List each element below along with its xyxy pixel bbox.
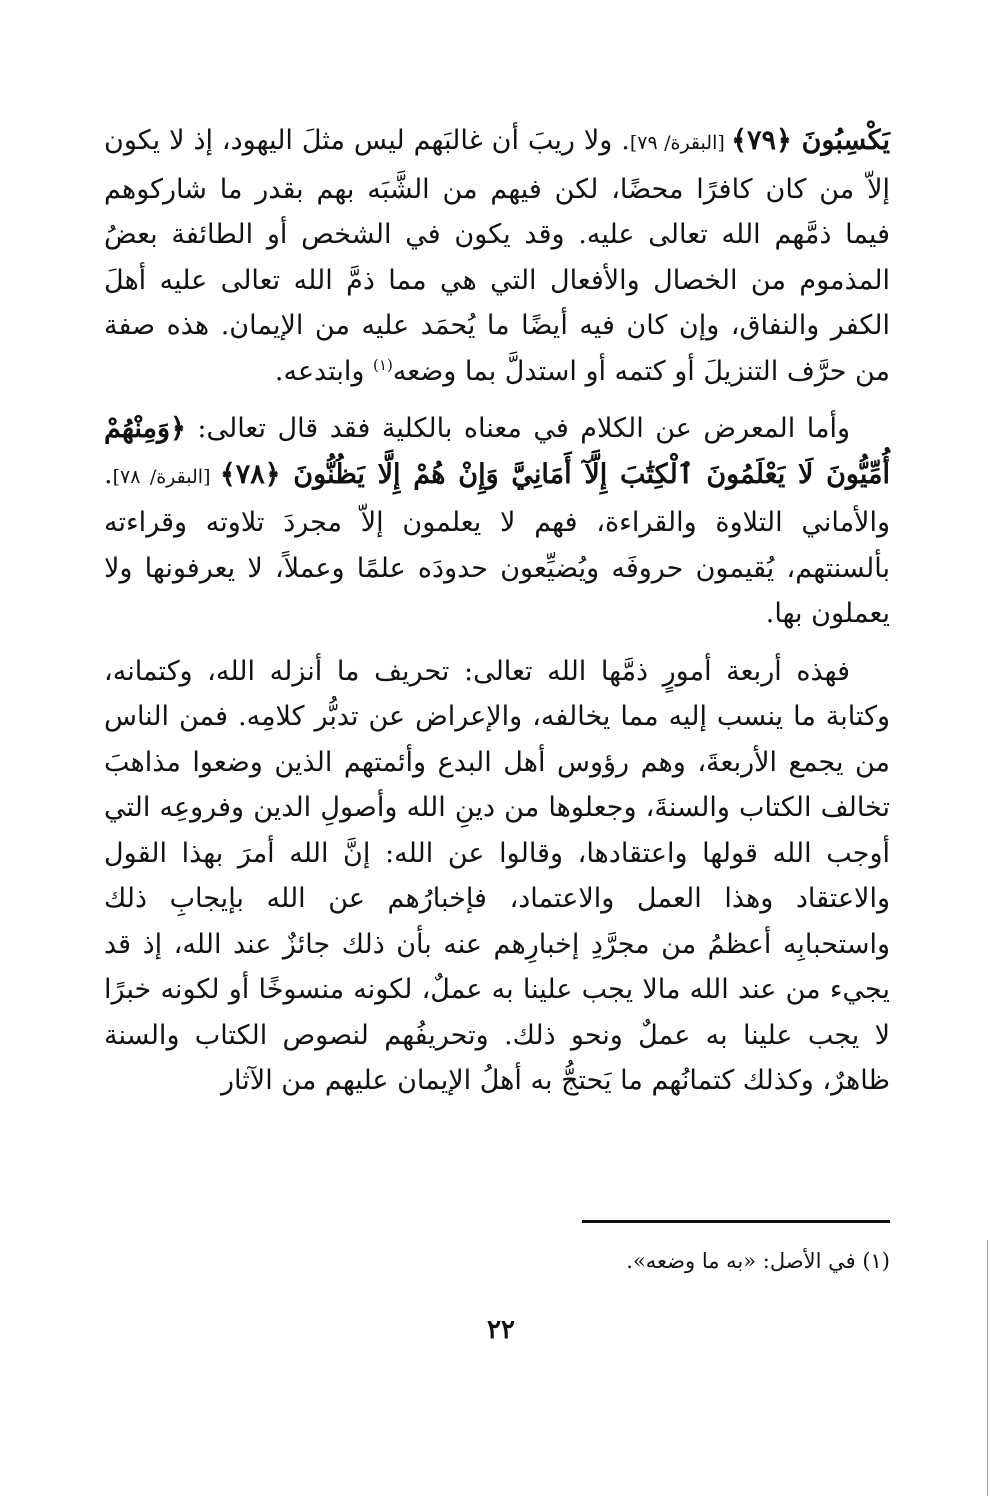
footnote-number: (١): [862, 1249, 890, 1273]
main-text-block: [104, 118, 890, 1104]
page-number: ٢٢: [487, 1315, 515, 1345]
paragraph-text: . ولا ريبَ أن غالبَهم ليس مثلَ اليهود، إذ لا يكون إلاّ من كان كافرًا محضًا، لكن فيهم من الشَّبَه بهم بقدر ما شاركوهم فيما ذمَّهم الله تعالى عليه. وقد يكون في الشخص أو الطائفة بعضُ المذموم من الخصال والأفعال التي هي مما ذمَّ الله تعالى عليه أهلَ الكفر والنفاق، وإن كان فيه أيضًا ما يُحمَد عليه من الإيمان. هذه صفة من حرَّف التنزيلَ أو كتمه أو استدلَّ بما وضعه: [104, 125, 890, 387]
verse-reference: [البقرة/ ٧٨]: [112, 465, 220, 488]
paragraph-2: [104, 406, 890, 637]
paragraph-text-end: وابتدعه.: [274, 355, 374, 387]
scan-margin-line: [987, 1240, 988, 1496]
footnote-text: في الأصل: «به ما وضعه».: [626, 1249, 856, 1273]
footnote: [626, 1246, 890, 1276]
quran-verse-fragment: يَكْسِبُونَ ﴿٧٩﴾: [731, 125, 891, 156]
paragraph-1: [104, 118, 890, 394]
paragraph-3: [104, 649, 890, 1104]
footnote-marker: (١): [373, 355, 393, 374]
verse-reference: [البقرة/ ٧٩]: [629, 132, 732, 154]
paragraph-text: فهذه أربعة أمورٍ ذمَّها الله تعالى: تحريف ما أنزله الله، وكتمانه، وكتابة ما ينسب إليه مما يخالفه، والإعراض عن تدبُّر كلامِه. فمن الناس من يجمع الأربعةَ، وهم رؤوس أهل البدع وأئمتهم الذين وضعوا مذاهبَ تخالف الكتاب والسنةَ، وجعلوها من دينِ الله وأصولِ الدين وفروعِه التي أوجب الله قولها واعتقادها، وقالوا عن الله: إنَّ الله أمرَ بهذا القول والاعتقاد وهذا العمل والاعتماد، فإخبارُهم عن الله بإيجابِ ذلك واستحبابِه أعظمُ من مجرَّدِ إخبارِهم عنه بأن ذلك جائزٌ عند الله، إذ قد يجيء من عند الله مالا يجب علينا به عملٌ، لكونه منسوخًا أو لكونه خبرًا لا يجب علينا به عملٌ ونحو ذلك. وتحريفُهم لنصوص الكتاب والسنة ظاهرٌ، وكذلك كتمانُهم ما يَحتجُّ به أهلُ الإيمان عليهم من الآثار: [104, 655, 890, 1096]
paragraph-text: وأما المعرض عن الكلام في معناه بالكلية فقد قال تعالى:: [185, 413, 850, 444]
paragraph-text-end: . والأماني التلاوة والقراءة، فهم لا يعلمون إلاّ مجردَ تلاوته وقراءته بألسنتهم، يُقيمون حروفَه ويُضيِّعون حدودَه علمًا وعملاً، لا يعرفونها ولا يعملون بها.: [104, 458, 890, 629]
quran-verse: ﴿وَمِنْهُمْ أُمِّيُّونَ لَا يَعْلَمُونَ ٱلْكِتَٰبَ إِلَّآ أَمَانِيَّ وَإِنْ هُمْ إِلَّا يَظُنُّونَ ﴿٧٨﴾: [104, 413, 890, 490]
footnote-divider: [582, 1220, 890, 1223]
